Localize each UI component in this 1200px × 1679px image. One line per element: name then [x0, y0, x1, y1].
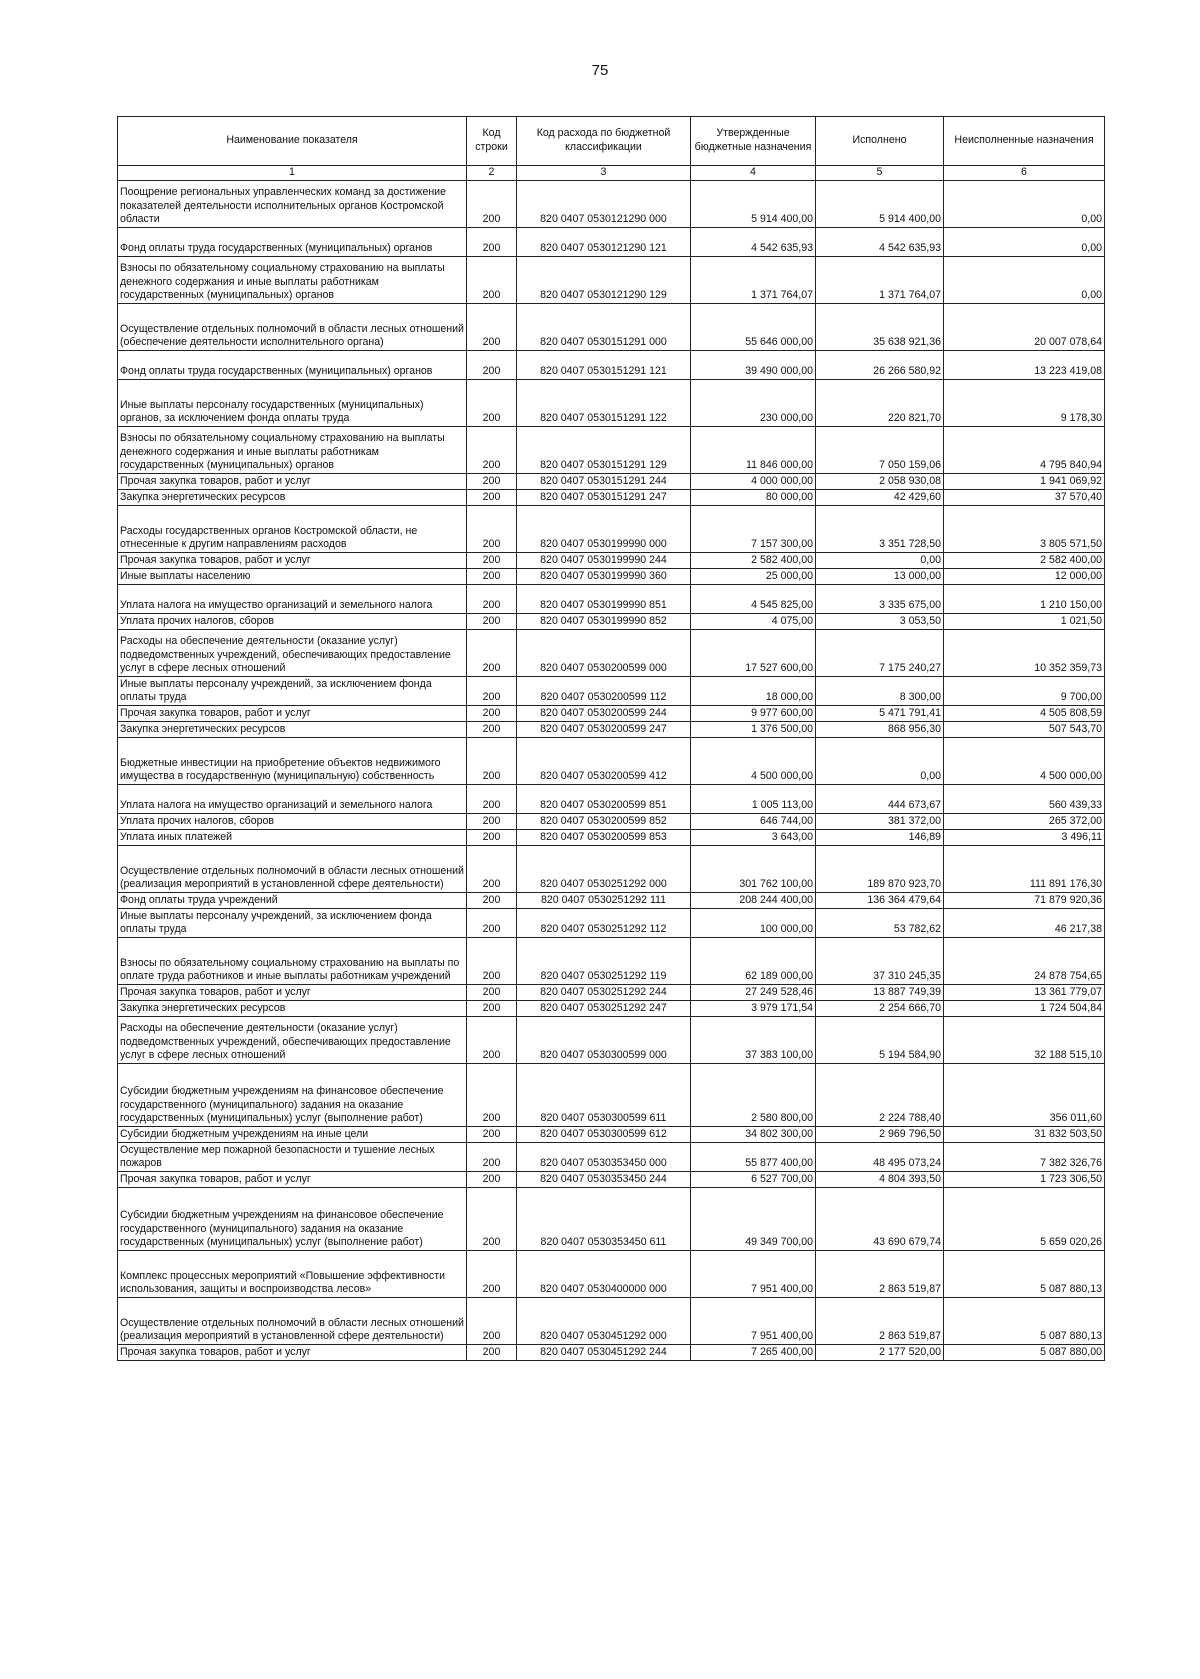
- executed-amount-cell: 444 673,67: [816, 785, 944, 814]
- unexecuted-amount-cell: 20 007 078,64: [944, 304, 1105, 351]
- table-row: [118, 630, 1105, 677]
- unexecuted-amount-cell: 24 878 754,65: [944, 938, 1105, 985]
- indicator-name-cell: Прочая закупка товаров, работ и услуг: [118, 985, 467, 1001]
- line-code-cell: 200: [467, 706, 517, 722]
- executed-amount-cell: 1 371 764,07: [816, 257, 944, 304]
- column-number: 6: [944, 166, 1105, 181]
- executed-amount-cell: 3 351 728,50: [816, 506, 944, 553]
- executed-amount-cell: 868 956,30: [816, 722, 944, 738]
- table-row: [118, 846, 1105, 893]
- table-row: [118, 585, 1105, 614]
- executed-amount-cell: 2 177 520,00: [816, 1345, 944, 1361]
- unexecuted-amount-cell: 356 011,60: [944, 1064, 1105, 1127]
- budget-code-cell: 820 0407 0530151291 247: [517, 490, 691, 506]
- budget-code-cell: 820 0407 0530451292 244: [517, 1345, 691, 1361]
- page-number: 75: [591, 62, 609, 79]
- approved-amount-cell: 62 189 000,00: [691, 938, 816, 985]
- header-budget-code: Код расхода по бюджетной классификации: [517, 117, 691, 166]
- indicator-name-cell: Осуществление отдельных полномочий в области лесных отношений (обеспечение деятельности исполнительного органа): [118, 304, 467, 351]
- approved-amount-cell: 3 979 171,54: [691, 1001, 816, 1017]
- indicator-name-cell: Поощрение региональных управленческих команд за достижение показателей деятельности исполнительных органов Костромской области: [118, 181, 467, 228]
- table-row: [118, 490, 1105, 506]
- budget-code-cell: 820 0407 0530251292 000: [517, 846, 691, 893]
- budget-code-cell: 820 0407 0530199990 244: [517, 553, 691, 569]
- executed-amount-cell: 2 863 519,87: [816, 1298, 944, 1345]
- indicator-name-cell: Субсидии бюджетным учреждениям на финансовое обеспечение государственного (муниципального) задания на оказание государственных (муниципальных) услуг (выполнение работ): [118, 1188, 467, 1251]
- approved-amount-cell: 100 000,00: [691, 909, 816, 938]
- executed-amount-cell: 7 175 240,27: [816, 630, 944, 677]
- indicator-name-cell: Иные выплаты населению: [118, 569, 467, 585]
- indicator-name-cell: Взносы по обязательному социальному страхованию на выплаты денежного содержания и иные выплаты работникам государственных (муниципальных) органов: [118, 257, 467, 304]
- unexecuted-amount-cell: 560 439,33: [944, 785, 1105, 814]
- indicator-name-cell: Уплата иных платежей: [118, 830, 467, 846]
- table-row: [118, 181, 1105, 228]
- approved-amount-cell: 11 846 000,00: [691, 427, 816, 474]
- column-number: 3: [517, 166, 691, 181]
- table-row: [118, 1345, 1105, 1361]
- line-code-cell: 200: [467, 304, 517, 351]
- approved-amount-cell: 25 000,00: [691, 569, 816, 585]
- budget-code-cell: 820 0407 0530200599 112: [517, 677, 691, 706]
- approved-amount-cell: 7 265 400,00: [691, 1345, 816, 1361]
- table-row: [118, 351, 1105, 380]
- unexecuted-amount-cell: 1 210 150,00: [944, 585, 1105, 614]
- line-code-cell: 200: [467, 228, 517, 257]
- unexecuted-amount-cell: 13 223 419,08: [944, 351, 1105, 380]
- budget-code-cell: 820 0407 0530200599 000: [517, 630, 691, 677]
- unexecuted-amount-cell: 111 891 176,30: [944, 846, 1105, 893]
- approved-amount-cell: 4 075,00: [691, 614, 816, 630]
- unexecuted-amount-cell: 5 087 880,13: [944, 1298, 1105, 1345]
- budget-code-cell: 820 0407 0530251292 119: [517, 938, 691, 985]
- unexecuted-amount-cell: 37 570,40: [944, 490, 1105, 506]
- unexecuted-amount-cell: 4 505 808,59: [944, 706, 1105, 722]
- unexecuted-amount-cell: 31 832 503,50: [944, 1127, 1105, 1143]
- table-row: [118, 553, 1105, 569]
- table-row: [118, 427, 1105, 474]
- line-code-cell: 200: [467, 1345, 517, 1361]
- unexecuted-amount-cell: 9 178,30: [944, 380, 1105, 427]
- executed-amount-cell: 2 224 788,40: [816, 1064, 944, 1127]
- indicator-name-cell: Уплата прочих налогов, сборов: [118, 614, 467, 630]
- budget-code-cell: 820 0407 0530353450 244: [517, 1172, 691, 1188]
- unexecuted-amount-cell: 507 543,70: [944, 722, 1105, 738]
- executed-amount-cell: 2 863 519,87: [816, 1251, 944, 1298]
- table-row: [118, 677, 1105, 706]
- budget-code-cell: 820 0407 0530199990 851: [517, 585, 691, 614]
- executed-amount-cell: 37 310 245,35: [816, 938, 944, 985]
- approved-amount-cell: 1 005 113,00: [691, 785, 816, 814]
- executed-amount-cell: 43 690 679,74: [816, 1188, 944, 1251]
- indicator-name-cell: Закупка энергетических ресурсов: [118, 722, 467, 738]
- line-code-cell: 200: [467, 846, 517, 893]
- line-code-cell: 200: [467, 1298, 517, 1345]
- header-unexecuted: Неисполненные назначения: [944, 117, 1105, 166]
- line-code-cell: 200: [467, 1064, 517, 1127]
- unexecuted-amount-cell: 46 217,38: [944, 909, 1105, 938]
- indicator-name-cell: Иные выплаты персоналу государственных (муниципальных) органов, за исключением фонда оплаты труда: [118, 380, 467, 427]
- indicator-name-cell: Взносы по обязательному социальному страхованию на выплаты денежного содержания и иные выплаты работникам государственных (муниципальных) органов: [118, 427, 467, 474]
- budget-code-cell: 820 0407 0530199990 000: [517, 506, 691, 553]
- unexecuted-amount-cell: 7 382 326,76: [944, 1143, 1105, 1172]
- unexecuted-amount-cell: 4 795 840,94: [944, 427, 1105, 474]
- column-number: 2: [467, 166, 517, 181]
- approved-amount-cell: 7 951 400,00: [691, 1298, 816, 1345]
- executed-amount-cell: 381 372,00: [816, 814, 944, 830]
- indicator-name-cell: Иные выплаты персоналу учреждений, за исключением фонда оплаты труда: [118, 677, 467, 706]
- indicator-name-cell: Фонд оплаты труда государственных (муниципальных) органов: [118, 351, 467, 380]
- table-row: [118, 1127, 1105, 1143]
- table-row: [118, 474, 1105, 490]
- table-header-row: [118, 117, 1105, 166]
- unexecuted-amount-cell: 1 941 069,92: [944, 474, 1105, 490]
- indicator-name-cell: Субсидии бюджетным учреждениям на финансовое обеспечение государственного (муниципального) задания на оказание государственных (муниципальных) услуг (выполнение работ): [118, 1064, 467, 1127]
- executed-amount-cell: 35 638 921,36: [816, 304, 944, 351]
- executed-amount-cell: 5 914 400,00: [816, 181, 944, 228]
- unexecuted-amount-cell: 2 582 400,00: [944, 553, 1105, 569]
- indicator-name-cell: Прочая закупка товаров, работ и услуг: [118, 706, 467, 722]
- indicator-name-cell: Уплата налога на имущество организаций и земельного налога: [118, 585, 467, 614]
- line-code-cell: 200: [467, 1127, 517, 1143]
- header-indicator-name: Наименование показателя: [118, 117, 467, 166]
- approved-amount-cell: 4 542 635,93: [691, 228, 816, 257]
- indicator-name-cell: Субсидии бюджетным учреждениям на иные цели: [118, 1127, 467, 1143]
- executed-amount-cell: 26 266 580,92: [816, 351, 944, 380]
- line-code-cell: 200: [467, 1143, 517, 1172]
- approved-amount-cell: 37 383 100,00: [691, 1017, 816, 1064]
- indicator-name-cell: Прочая закупка товаров, работ и услуг: [118, 474, 467, 490]
- table-row: [118, 814, 1105, 830]
- unexecuted-amount-cell: 3 496,11: [944, 830, 1105, 846]
- table-row: [118, 909, 1105, 938]
- executed-amount-cell: 2 969 796,50: [816, 1127, 944, 1143]
- table-row: [118, 1143, 1105, 1172]
- budget-code-cell: 820 0407 0530199990 852: [517, 614, 691, 630]
- header-line-code: Код строки: [467, 117, 517, 166]
- budget-code-cell: 820 0407 0530121290 129: [517, 257, 691, 304]
- executed-amount-cell: 0,00: [816, 553, 944, 569]
- line-code-cell: 200: [467, 427, 517, 474]
- approved-amount-cell: 55 646 000,00: [691, 304, 816, 351]
- approved-amount-cell: 27 249 528,46: [691, 985, 816, 1001]
- indicator-name-cell: Расходы на обеспечение деятельности (оказание услуг) подведомственных учреждений, обеспечивающих предоставление услуг в сфере лесных отношений: [118, 1017, 467, 1064]
- indicator-name-cell: Бюджетные инвестиции на приобретение объектов недвижимого имущества в государственную (муниципальную) собственность: [118, 738, 467, 785]
- table-row: [118, 985, 1105, 1001]
- indicator-name-cell: Закупка энергетических ресурсов: [118, 1001, 467, 1017]
- budget-code-cell: 820 0407 0530251292 244: [517, 985, 691, 1001]
- line-code-cell: 200: [467, 909, 517, 938]
- budget-code-cell: 820 0407 0530251292 247: [517, 1001, 691, 1017]
- approved-amount-cell: 9 977 600,00: [691, 706, 816, 722]
- executed-amount-cell: 0,00: [816, 738, 944, 785]
- budget-code-cell: 820 0407 0530199990 360: [517, 569, 691, 585]
- executed-amount-cell: 13 000,00: [816, 569, 944, 585]
- line-code-cell: 200: [467, 553, 517, 569]
- line-code-cell: 200: [467, 630, 517, 677]
- line-code-cell: 200: [467, 785, 517, 814]
- indicator-name-cell: Взносы по обязательному социальному страхованию на выплаты по оплате труда работников и иные выплаты работникам учреждений: [118, 938, 467, 985]
- unexecuted-amount-cell: 5 087 880,00: [944, 1345, 1105, 1361]
- executed-amount-cell: 5 471 791,41: [816, 706, 944, 722]
- table-row: [118, 785, 1105, 814]
- table-row: [118, 1001, 1105, 1017]
- indicator-name-cell: Осуществление мер пожарной безопасности и тушение лесных пожаров: [118, 1143, 467, 1172]
- table-row: [118, 1251, 1105, 1298]
- executed-amount-cell: 5 194 584,90: [816, 1017, 944, 1064]
- unexecuted-amount-cell: 0,00: [944, 181, 1105, 228]
- executed-amount-cell: 2 254 666,70: [816, 1001, 944, 1017]
- table-row: [118, 380, 1105, 427]
- budget-code-cell: 820 0407 0530353450 000: [517, 1143, 691, 1172]
- line-code-cell: 200: [467, 814, 517, 830]
- approved-amount-cell: 208 244 400,00: [691, 893, 816, 909]
- table-row: [118, 1172, 1105, 1188]
- budget-code-cell: 820 0407 0530451292 000: [517, 1298, 691, 1345]
- line-code-cell: 200: [467, 985, 517, 1001]
- budget-code-cell: 820 0407 0530200599 412: [517, 738, 691, 785]
- table-row: [118, 938, 1105, 985]
- executed-amount-cell: 4 804 393,50: [816, 1172, 944, 1188]
- column-number: 5: [816, 166, 944, 181]
- line-code-cell: 200: [467, 938, 517, 985]
- indicator-name-cell: Закупка энергетических ресурсов: [118, 490, 467, 506]
- approved-amount-cell: 39 490 000,00: [691, 351, 816, 380]
- column-number: 4: [691, 166, 816, 181]
- budget-code-cell: 820 0407 0530353450 611: [517, 1188, 691, 1251]
- budget-code-cell: 820 0407 0530200599 853: [517, 830, 691, 846]
- budget-code-cell: 820 0407 0530200599 852: [517, 814, 691, 830]
- table-body: [118, 181, 1105, 1361]
- approved-amount-cell: 4 545 825,00: [691, 585, 816, 614]
- header-approved: Утвержденные бюджетные назначения: [691, 117, 816, 166]
- line-code-cell: 200: [467, 677, 517, 706]
- line-code-cell: 200: [467, 257, 517, 304]
- unexecuted-amount-cell: 3 805 571,50: [944, 506, 1105, 553]
- line-code-cell: 200: [467, 1001, 517, 1017]
- line-code-cell: 200: [467, 181, 517, 228]
- column-number: 1: [118, 166, 467, 181]
- budget-code-cell: 820 0407 0530400000 000: [517, 1251, 691, 1298]
- table-row: [118, 706, 1105, 722]
- line-code-cell: 200: [467, 569, 517, 585]
- approved-amount-cell: 7 951 400,00: [691, 1251, 816, 1298]
- line-code-cell: 200: [467, 614, 517, 630]
- line-code-cell: 200: [467, 1017, 517, 1064]
- column-number-row: [118, 166, 1105, 181]
- table-row: [118, 1298, 1105, 1345]
- table-row: [118, 1064, 1105, 1127]
- table-row: [118, 830, 1105, 846]
- approved-amount-cell: 17 527 600,00: [691, 630, 816, 677]
- executed-amount-cell: 146,89: [816, 830, 944, 846]
- executed-amount-cell: 48 495 073,24: [816, 1143, 944, 1172]
- table-row: [118, 738, 1105, 785]
- line-code-cell: 200: [467, 893, 517, 909]
- line-code-cell: 200: [467, 830, 517, 846]
- approved-amount-cell: 2 582 400,00: [691, 553, 816, 569]
- indicator-name-cell: Комплекс процессных мероприятий «Повышение эффективности использования, защиты и воспроизводства лесов»: [118, 1251, 467, 1298]
- unexecuted-amount-cell: 5 659 020,26: [944, 1188, 1105, 1251]
- line-code-cell: 200: [467, 585, 517, 614]
- approved-amount-cell: 34 802 300,00: [691, 1127, 816, 1143]
- executed-amount-cell: 13 887 749,39: [816, 985, 944, 1001]
- indicator-name-cell: Осуществление отдельных полномочий в области лесных отношений (реализация мероприятий в установленной сфере деятельности): [118, 846, 467, 893]
- unexecuted-amount-cell: 10 352 359,73: [944, 630, 1105, 677]
- approved-amount-cell: 80 000,00: [691, 490, 816, 506]
- line-code-cell: 200: [467, 1172, 517, 1188]
- indicator-name-cell: Осуществление отдельных полномочий в области лесных отношений (реализация мероприятий в установленной сфере деятельности): [118, 1298, 467, 1345]
- unexecuted-amount-cell: 4 500 000,00: [944, 738, 1105, 785]
- line-code-cell: 200: [467, 380, 517, 427]
- unexecuted-amount-cell: 1 723 306,50: [944, 1172, 1105, 1188]
- executed-amount-cell: 7 050 159,06: [816, 427, 944, 474]
- budget-code-cell: 820 0407 0530121290 121: [517, 228, 691, 257]
- executed-amount-cell: 4 542 635,93: [816, 228, 944, 257]
- indicator-name-cell: Прочая закупка товаров, работ и услуг: [118, 553, 467, 569]
- budget-code-cell: 820 0407 0530151291 129: [517, 427, 691, 474]
- table-row: [118, 304, 1105, 351]
- unexecuted-amount-cell: 265 372,00: [944, 814, 1105, 830]
- header-executed: Исполнено: [816, 117, 944, 166]
- unexecuted-amount-cell: 9 700,00: [944, 677, 1105, 706]
- approved-amount-cell: 3 643,00: [691, 830, 816, 846]
- indicator-name-cell: Прочая закупка товаров, работ и услуг: [118, 1345, 467, 1361]
- table-row: [118, 506, 1105, 553]
- executed-amount-cell: 189 870 923,70: [816, 846, 944, 893]
- table-row: [118, 1017, 1105, 1064]
- line-code-cell: 200: [467, 490, 517, 506]
- line-code-cell: 200: [467, 351, 517, 380]
- unexecuted-amount-cell: 13 361 779,07: [944, 985, 1105, 1001]
- approved-amount-cell: 6 527 700,00: [691, 1172, 816, 1188]
- line-code-cell: 200: [467, 506, 517, 553]
- budget-code-cell: 820 0407 0530200599 851: [517, 785, 691, 814]
- approved-amount-cell: 1 376 500,00: [691, 722, 816, 738]
- unexecuted-amount-cell: 0,00: [944, 257, 1105, 304]
- budget-code-cell: 820 0407 0530300599 611: [517, 1064, 691, 1127]
- table-row: [118, 893, 1105, 909]
- budget-code-cell: 820 0407 0530121290 000: [517, 181, 691, 228]
- indicator-name-cell: Фонд оплаты труда государственных (муниципальных) органов: [118, 228, 467, 257]
- approved-amount-cell: 7 157 300,00: [691, 506, 816, 553]
- executed-amount-cell: 136 364 479,64: [816, 893, 944, 909]
- unexecuted-amount-cell: 1 724 504,84: [944, 1001, 1105, 1017]
- executed-amount-cell: 42 429,60: [816, 490, 944, 506]
- budget-code-cell: 820 0407 0530151291 244: [517, 474, 691, 490]
- table-row: [118, 257, 1105, 304]
- approved-amount-cell: 230 000,00: [691, 380, 816, 427]
- table-row: [118, 228, 1105, 257]
- approved-amount-cell: 2 580 800,00: [691, 1064, 816, 1127]
- executed-amount-cell: 220 821,70: [816, 380, 944, 427]
- executed-amount-cell: 2 058 930,08: [816, 474, 944, 490]
- budget-execution-table: [117, 116, 1105, 1361]
- approved-amount-cell: 55 877 400,00: [691, 1143, 816, 1172]
- unexecuted-amount-cell: 71 879 920,36: [944, 893, 1105, 909]
- indicator-name-cell: Уплата налога на имущество организаций и земельного налога: [118, 785, 467, 814]
- line-code-cell: 200: [467, 738, 517, 785]
- table-row: [118, 722, 1105, 738]
- indicator-name-cell: Уплата прочих налогов, сборов: [118, 814, 467, 830]
- line-code-cell: 200: [467, 722, 517, 738]
- budget-code-cell: 820 0407 0530300599 000: [517, 1017, 691, 1064]
- budget-code-cell: 820 0407 0530300599 612: [517, 1127, 691, 1143]
- indicator-name-cell: Иные выплаты персоналу учреждений, за исключением фонда оплаты труда: [118, 909, 467, 938]
- executed-amount-cell: 53 782,62: [816, 909, 944, 938]
- budget-code-cell: 820 0407 0530200599 244: [517, 706, 691, 722]
- indicator-name-cell: Фонд оплаты труда учреждений: [118, 893, 467, 909]
- approved-amount-cell: 301 762 100,00: [691, 846, 816, 893]
- unexecuted-amount-cell: 32 188 515,10: [944, 1017, 1105, 1064]
- approved-amount-cell: 5 914 400,00: [691, 181, 816, 228]
- indicator-name-cell: Прочая закупка товаров, работ и услуг: [118, 1172, 467, 1188]
- line-code-cell: 200: [467, 1251, 517, 1298]
- budget-code-cell: 820 0407 0530151291 000: [517, 304, 691, 351]
- executed-amount-cell: 3 053,50: [816, 614, 944, 630]
- executed-amount-cell: 3 335 675,00: [816, 585, 944, 614]
- budget-code-cell: 820 0407 0530151291 122: [517, 380, 691, 427]
- line-code-cell: 200: [467, 474, 517, 490]
- executed-amount-cell: 8 300,00: [816, 677, 944, 706]
- unexecuted-amount-cell: 12 000,00: [944, 569, 1105, 585]
- unexecuted-amount-cell: 0,00: [944, 228, 1105, 257]
- indicator-name-cell: Расходы на обеспечение деятельности (оказание услуг) подведомственных учреждений, обеспечивающих предоставление услуг в сфере лесных отношений: [118, 630, 467, 677]
- unexecuted-amount-cell: 5 087 880,13: [944, 1251, 1105, 1298]
- line-code-cell: 200: [467, 1188, 517, 1251]
- approved-amount-cell: 1 371 764,07: [691, 257, 816, 304]
- approved-amount-cell: 4 000 000,00: [691, 474, 816, 490]
- table-row: [118, 569, 1105, 585]
- budget-code-cell: 820 0407 0530151291 121: [517, 351, 691, 380]
- unexecuted-amount-cell: 1 021,50: [944, 614, 1105, 630]
- budget-code-cell: 820 0407 0530200599 247: [517, 722, 691, 738]
- budget-code-cell: 820 0407 0530251292 112: [517, 909, 691, 938]
- approved-amount-cell: 646 744,00: [691, 814, 816, 830]
- approved-amount-cell: 18 000,00: [691, 677, 816, 706]
- table-row: [118, 1188, 1105, 1251]
- approved-amount-cell: 4 500 000,00: [691, 738, 816, 785]
- table-row: [118, 614, 1105, 630]
- indicator-name-cell: Расходы государственных органов Костромской области, не отнесенные к другим направлениям расходов: [118, 506, 467, 553]
- budget-code-cell: 820 0407 0530251292 111: [517, 893, 691, 909]
- approved-amount-cell: 49 349 700,00: [691, 1188, 816, 1251]
